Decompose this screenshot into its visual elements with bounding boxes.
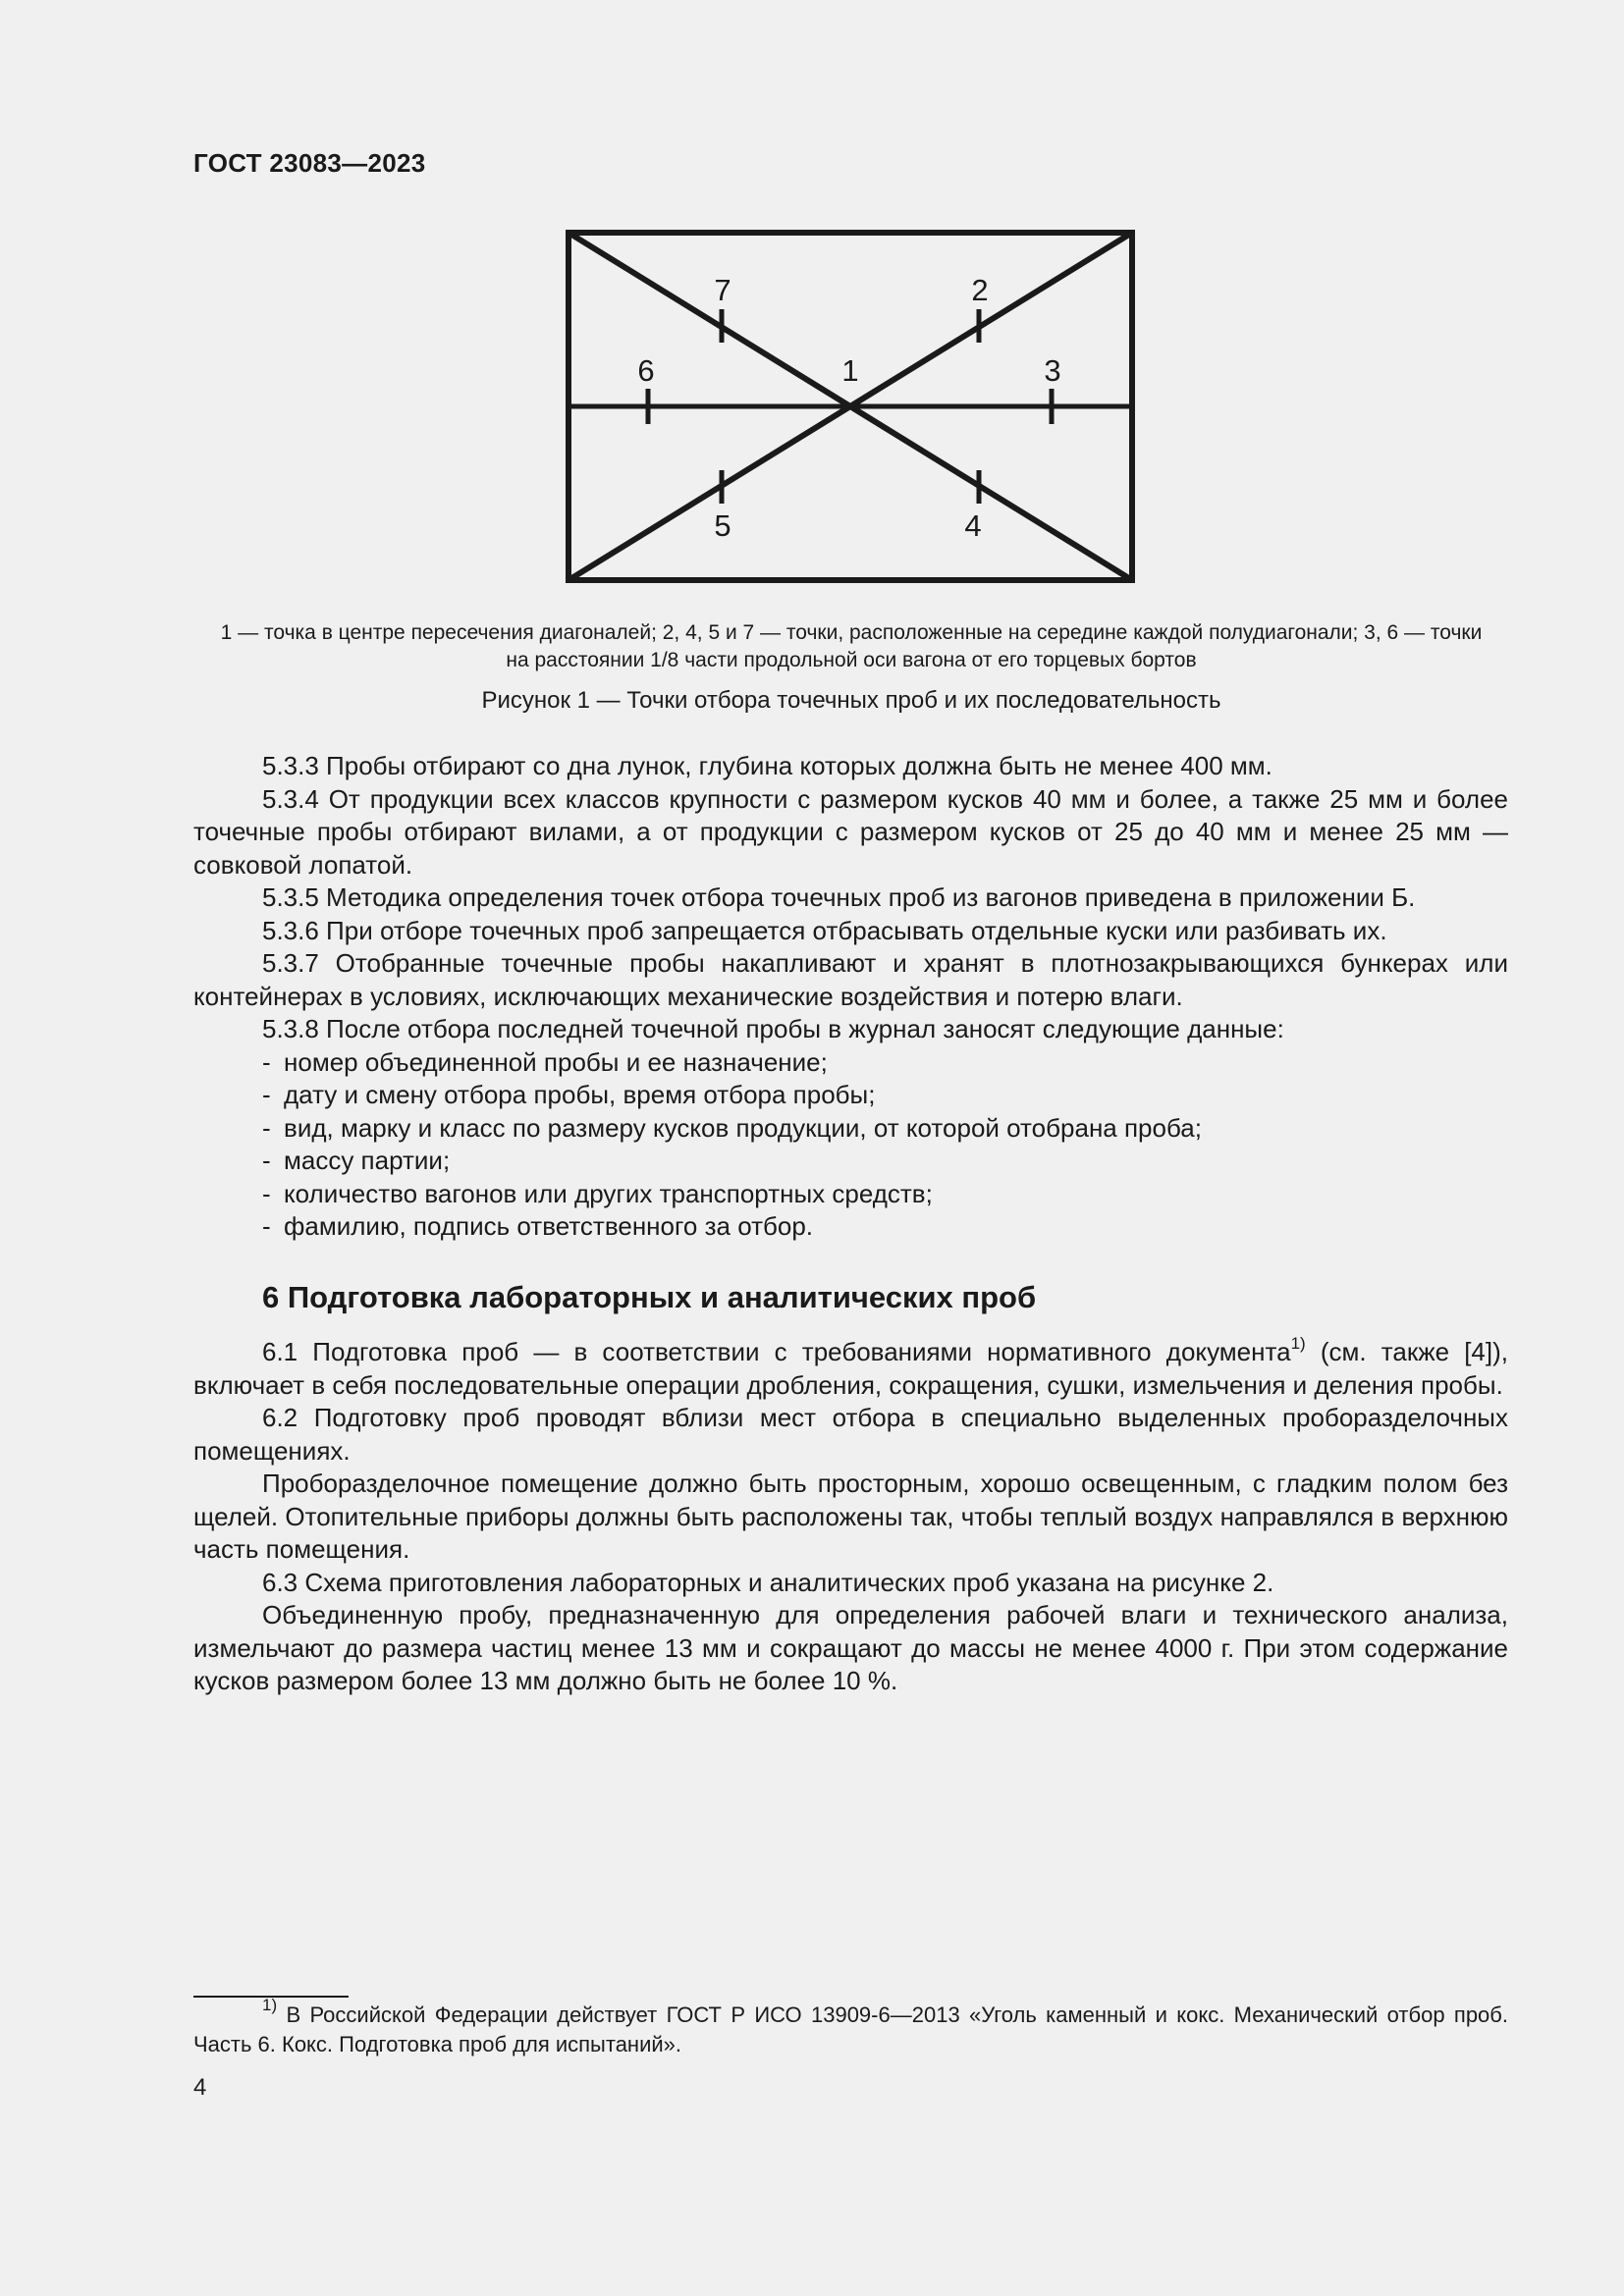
list-item-text: номер объединенной пробы и ее назначение; bbox=[284, 1046, 828, 1077]
figure-legend-line-2: на расстоянии 1/8 части продольной оси вагона от его торцевых бортов bbox=[506, 649, 1197, 671]
list-item bbox=[193, 1046, 1508, 1080]
figure-caption: Рисунок 1 — Точки отбора точечных проб и их последовательность bbox=[481, 687, 1221, 714]
paragraph-6-1-part-a: 6.1 Подготовка проб — в соответствии с требованиями нормативного документа bbox=[262, 1337, 1291, 1366]
list-dash: - bbox=[262, 1211, 271, 1241]
paragraph-5-3-7: 5.3.7 Отобранные точечные пробы накапливают и хранят в плотнозакрывающихся бункерах или контейнерах в условиях, исключающих механические воздействия и потерю влаги. bbox=[193, 948, 1508, 1011]
footnote bbox=[193, 1996, 1508, 2059]
point-label-4: 4 bbox=[964, 508, 982, 543]
point-label-6: 6 bbox=[637, 353, 655, 388]
paragraph-5-3-8: 5.3.8 После отбора последней точечной пробы в журнал заносят следующие данные: bbox=[262, 1014, 1284, 1043]
list-item-text: вид, марку и класс по размеру кусков продукции, от которой отобрана проба; bbox=[284, 1112, 1202, 1143]
paragraph-6-1-part-b: (см. также [4]), включает в себя последовательные операции дробления, сокращения, сушки, измельчения и деления пробы. bbox=[193, 1337, 1509, 1400]
figure-legend bbox=[193, 619, 1509, 674]
list-item bbox=[193, 1112, 1508, 1146]
paragraph-6-2-room: Проборазделочное помещение должно быть просторным, хорошо освещенным, с гладким полом без щелей. Отопительные приборы должны быть расположены так, чтобы теплый воздух направлялся в верхнюю часть помещения. bbox=[193, 1468, 1508, 1564]
point-label-1: 1 bbox=[841, 353, 859, 388]
point-label-7: 7 bbox=[714, 273, 731, 307]
paragraph-6-3-sample: Объединенную пробу, предназначенную для определения рабочей влаги и технического анализа, измельчают до размера частиц менее 13 мм и сокращают до массы не менее 4000 г. При этом содержание кусков размером более 13 мм должно быть не более 10 %. bbox=[193, 1600, 1508, 1695]
list-item bbox=[193, 1178, 1508, 1211]
list-item-text: массу партии; bbox=[284, 1146, 451, 1175]
paragraph-6-3: 6.3 Схема приготовления лабораторных и аналитических проб указана на рисунке 2. bbox=[262, 1567, 1274, 1597]
list-dash: - bbox=[262, 1178, 271, 1208]
list-item bbox=[193, 1210, 1508, 1244]
list-item bbox=[193, 1145, 1508, 1178]
list-item-text: фамилию, подпись ответственного за отбор. bbox=[284, 1211, 814, 1241]
paragraph-5-3-4: 5.3.4 От продукции всех классов крупности с размером кусков 40 мм и более, а также 25 мм и более точечные пробы отбирают вилами, а от продукции с размером кусков от 25 до 40 мм и менее 25 мм — совковой лопатой. bbox=[193, 783, 1508, 880]
paragraph-5-3-3: 5.3.3 Пробы отбирают со дна лунок, глубина которых должна быть не менее 400 мм. bbox=[262, 751, 1272, 780]
footnote-marker: 1) bbox=[262, 1996, 278, 2014]
point-label-5: 5 bbox=[714, 508, 731, 543]
list-item-text: количество вагонов или других транспортных средств; bbox=[284, 1178, 933, 1208]
section-6-text bbox=[193, 1336, 1508, 1698]
figure-legend-line-1: 1 — точка в центре пересечения диагоналей; 2, 4, 5 и 7 — точки, расположенные на середине каждой полудиагонали; 3, 6 — точки bbox=[220, 621, 1483, 644]
figure-1-diagram bbox=[565, 229, 1136, 584]
section-5-text bbox=[193, 750, 1508, 1244]
point-label-3: 3 bbox=[1044, 353, 1061, 388]
list-dash: - bbox=[262, 1112, 271, 1143]
list-item bbox=[193, 1079, 1508, 1112]
paragraph-5-3-5: 5.3.5 Методика определения точек отбора точечных проб из вагонов приведена в приложении Б. bbox=[262, 882, 1416, 912]
footnote-text bbox=[193, 1996, 1508, 2059]
point-label-2: 2 bbox=[971, 273, 989, 307]
document-header: ГОСТ 23083—2023 bbox=[193, 148, 426, 178]
list-dash: - bbox=[262, 1146, 271, 1175]
list-dash: - bbox=[262, 1080, 271, 1109]
paragraph-6-2: 6.2 Подготовку проб проводят вблизи мест отбора в специально выделенных проборазделочных помещениях. bbox=[193, 1403, 1508, 1466]
paragraph-6-1 bbox=[193, 1336, 1508, 1402]
footnote-body: В Российской Федерации действует ГОСТ Р ИСО 13909-6—2013 «Уголь каменный и кокс. Механический отбор проб. Часть 6. Кокс. Подготовка проб для испытаний». bbox=[193, 2002, 1508, 2056]
section-6-title: 6 Подготовка лабораторных и аналитических проб bbox=[262, 1280, 1037, 1314]
paragraph-5-3-6: 5.3.6 При отборе точечных проб запрещается отбрасывать отдельные куски или разбивать их. bbox=[262, 915, 1387, 945]
list-item-text: дату и смену отбора пробы, время отбора пробы; bbox=[284, 1080, 876, 1109]
footnote-reference: 1) bbox=[1290, 1334, 1306, 1353]
page-number: 4 bbox=[193, 2074, 207, 2101]
list-dash: - bbox=[262, 1046, 271, 1077]
